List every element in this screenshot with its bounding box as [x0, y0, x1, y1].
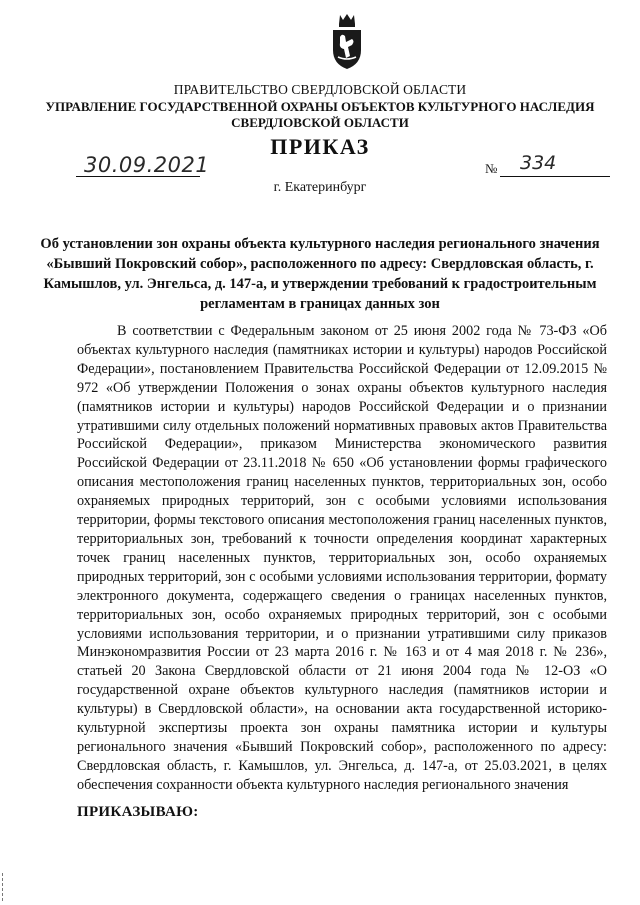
department-name	[0, 99, 640, 131]
order-date: 30.09.2021	[84, 153, 210, 177]
department-name-line2: СВЕРДЛОВСКОЙ ОБЛАСТИ	[231, 115, 409, 130]
order-title: Об установлении зон охраны объекта культурного наследия регионального значения «Бывший Покровский собор», расположенного по адресу: Свердловская область, г. Камышлов, ул. Энгельса, д. 147-а, и утверждении требований к градостроительным регламентам в границах данных зон	[40, 236, 600, 312]
number-underline	[500, 176, 610, 177]
city-name: г. Екатеринбург	[273, 180, 367, 195]
sverdlovsk-coat-of-arms-icon	[330, 12, 364, 70]
order-number: 334	[520, 152, 557, 174]
order-directive: ПРИКАЗЫВАЮ:	[77, 804, 199, 820]
number-label: №	[485, 161, 498, 176]
preamble-paragraph: В соответствии с Федеральным законом от 25 июня 2002 года № 73-ФЗ «Об объектах культурного наследия (памятниках истории и культуры) народов Российской Федерации», постановлением Правительства Российской Федерации от 12.09.2015 № 972 «Об утверждении Положения о зонах охраны объектов культурного наследия (памятников истории и культуры) народов Российской Федерации и о признании утратившими силу отдельных положений нормативных правовых актов Правительства Российской Федерации», приказом Министерства экономического развития Российской Федерации от 23.11.2018 № 650 «Об установлении формы графического описания местоположения границ населенных пунктов, территориальных зон, особо охраняемых природных территорий, зон с особыми условиями использования территории, формы текстового описания местоположения границ населенных пунктов, территориальных зон, требований к точности определения координат характерных точек границ населенных пунктов, территориальных зон, особо охраняемых природных территорий, зон с особыми условиями использования территории, формату электронного документа, содержащего сведения о границах населенных пунктов, территориальных зон, особо охраняемых природных территорий, зон с особыми условиями использования территории, и о признании утратившими силу приказов Минэкономразвития России от 23 марта 2016 г. № 163 и от 4 мая 2018 г. № 236», статьей 20 Закона Свердловской области от 21 июня 2004 года № 12-ОЗ «О государственной охране объектов культурного наследия (памятников истории и культуры) в Свердловской области», на основании акта государственной историко-культурной экспертизы проекта зон охраны памятника истории и культуры регионального значения «Бывший Покровский собор», расположенного по адресу: Свердловская область, г. Камышлов, ул. Энгельса, д. 147-а, от 25.03.2021, в целях обеспечения сохранности объекта культурного наследия регионального значения	[77, 323, 607, 793]
department-name-line1: УПРАВЛЕНИЕ ГОСУДАРСТВЕННОЙ ОХРАНЫ ОБЪЕКТОВ КУЛЬТУРНОГО НАСЛЕДИЯ	[45, 99, 595, 114]
scan-margin-mark	[2, 873, 5, 901]
government-name: ПРАВИТЕЛЬСТВО СВЕРДЛОВСКОЙ ОБЛАСТИ	[173, 82, 467, 97]
document-type-title: ПРИКАЗ	[270, 134, 370, 159]
date-underline	[76, 176, 200, 177]
